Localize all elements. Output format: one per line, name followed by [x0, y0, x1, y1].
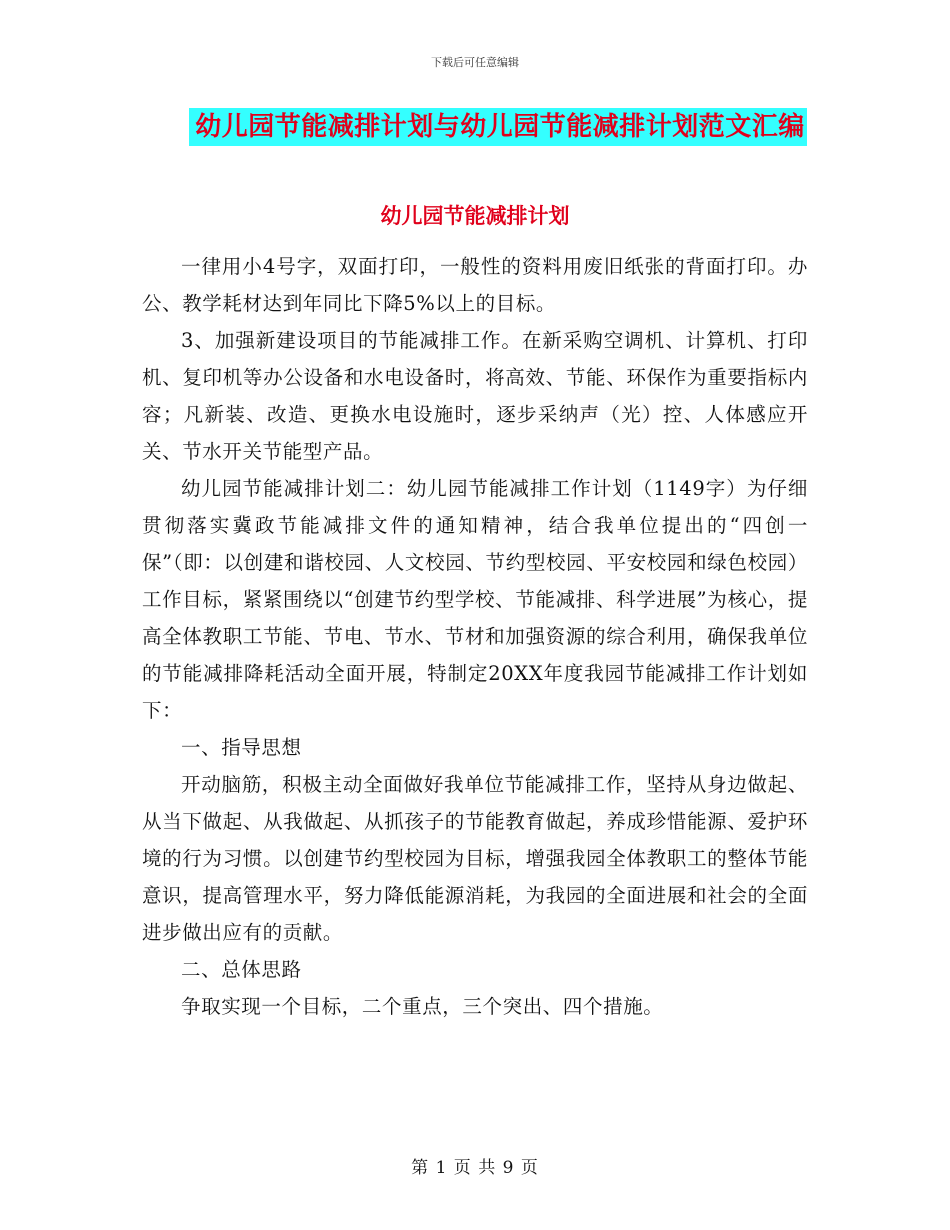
section-title: 幼儿园节能减排计划 [380, 204, 570, 228]
paragraph: 幼儿园节能减排计划二：幼儿园节能减排工作计划（1149字）为仔细贯彻落实冀政节能减排文件的通知精神，结合我单位提出的“四创一保”（即：以创建和谐校园、人文校园、节约型校园、平安校园和绿色校园）工作目标，紧紧围绕以“创建节约型学校、节能减排、科学进展”为核心，提高全体教职工节能、节电、节水、节材和加强资源的综合利用，确保我单位的节能减排降耗活动全面开展，特制定20XX年度我园节能减排工作计划如下： [142, 477, 808, 722]
heading-overall-approach: 二、总体思路 [181, 958, 302, 981]
paragraph: 争取实现一个目标，二个重点，三个突出、四个措施。 [181, 995, 664, 1018]
paragraph: 3、加强新建设项目的节能减排工作。在新采购空调机、计算机、打印机、复印机等办公设备和水电设备时，将高效、节能、环保作为重要指标内容；凡新装、改造、更换水电设施时，逐步采纳声（光）控、人体感应开关、节水开关节能型产品。 [142, 329, 808, 463]
document-title: 幼儿园节能减排计划与幼儿园节能减排计划范文汇编 [189, 108, 807, 146]
page-number-footer: 第 1 页 共 9 页 [411, 1158, 539, 1178]
document-body [142, 248, 808, 1025]
heading-guiding-thought: 一、指导思想 [181, 736, 302, 759]
header-note: 下载后可任意编辑 [431, 56, 519, 69]
paragraph: 开动脑筋，积极主动全面做好我单位节能减排工作，坚持从身边做起、从当下做起、从我做起、从抓孩子的节能教育做起，养成珍惜能源、爱护环境的行为习惯。以创建节约型校园为目标，增强我园全体教职工的整体节能意识，提高管理水平，努力降低能源消耗，为我园的全面进展和社会的全面进步做出应有的贡献。 [142, 773, 808, 944]
paragraph: 一律用小4号字，双面打印，一般性的资料用废旧纸张的背面打印。办公、教学耗材达到年同比下降5%以上的目标。 [142, 255, 808, 315]
document-title-container [0, 108, 950, 146]
